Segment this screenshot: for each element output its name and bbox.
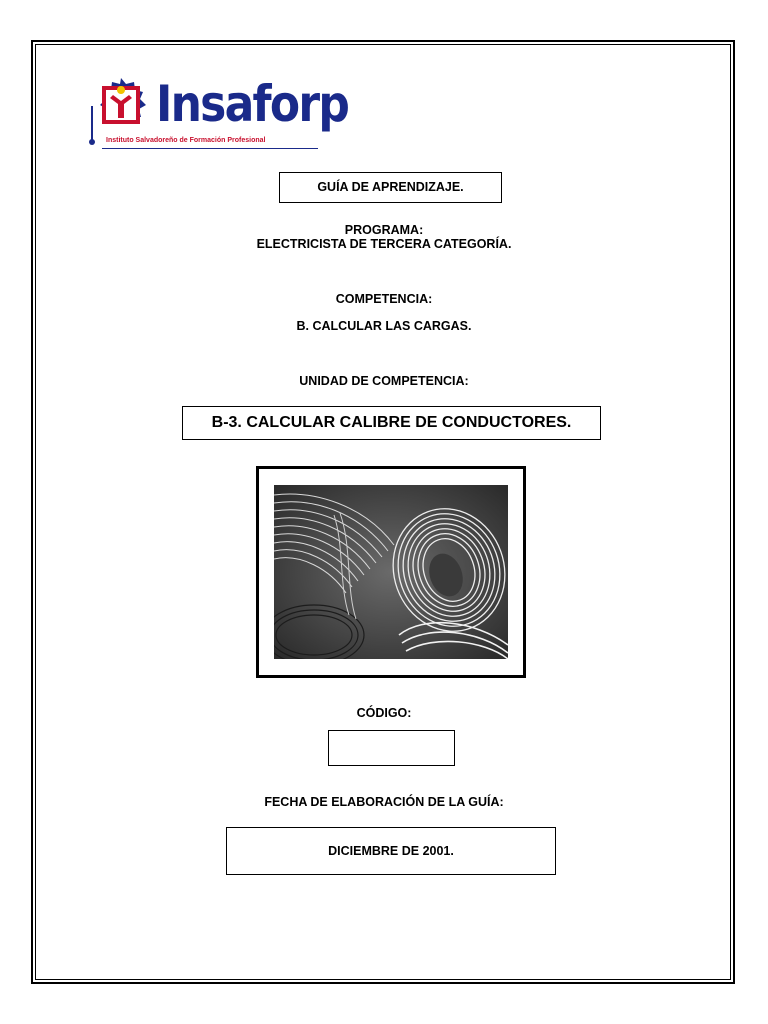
unit-label: UNIDAD DE COMPETENCIA: [299, 374, 469, 388]
program-value: ELECTRICISTA DE TERCERA CATEGORÍA. [256, 237, 512, 251]
logo-underline [102, 148, 318, 149]
doc-type-text: GUÍA DE APRENDIZAJE. [317, 180, 464, 194]
insaforp-logo [88, 75, 349, 156]
date-label: FECHA DE ELABORACIÓN DE LA GUÍA: [264, 795, 504, 809]
competence-label: COMPETENCIA: [335, 292, 433, 306]
date-box [226, 827, 556, 875]
wire-coils-photo [274, 485, 508, 659]
competence-value: B. CALCULAR LAS CARGAS. [296, 319, 472, 333]
unit-value: B-3. CALCULAR CALIBRE DE CONDUCTORES. [211, 414, 572, 431]
unit-value-box [182, 406, 601, 440]
code-label: CÓDIGO: [356, 706, 412, 720]
date-value: DICIEMBRE DE 2001. [328, 844, 454, 858]
code-box [328, 730, 455, 766]
logo-tagline: Instituto Salvadoreño de Formación Profesional [106, 137, 266, 144]
program-label: PROGRAMA: [344, 223, 424, 237]
doc-type-box [279, 172, 502, 203]
logo-wordmark: Insaforp [156, 75, 349, 133]
